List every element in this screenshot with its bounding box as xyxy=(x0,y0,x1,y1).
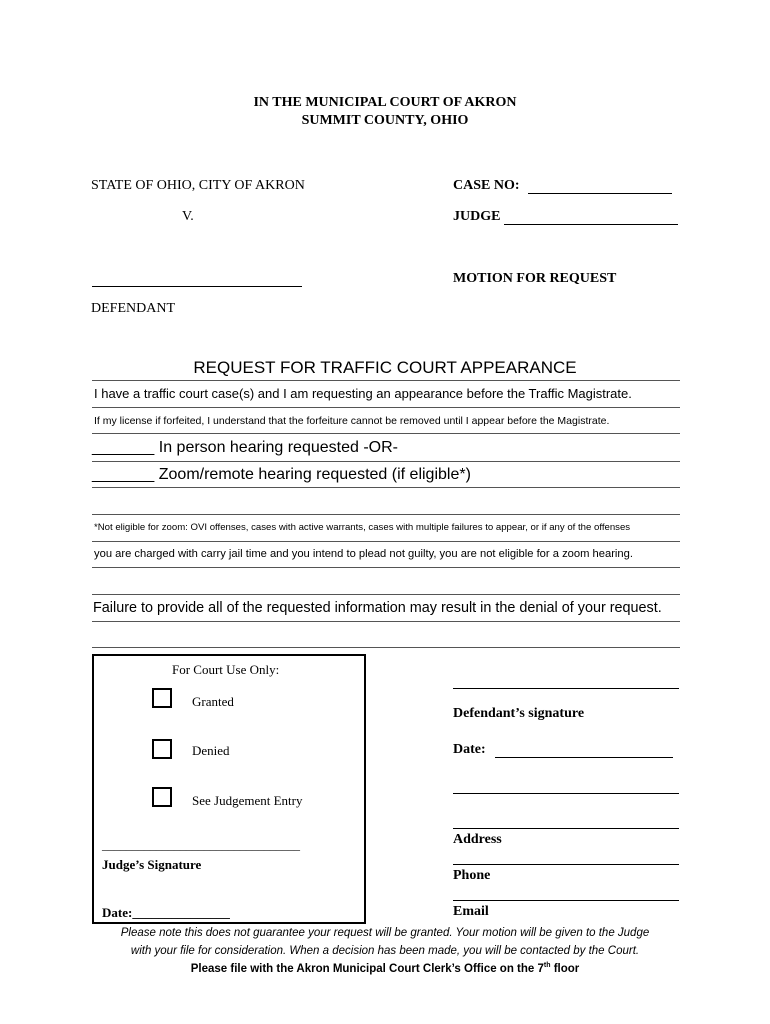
granted-checkbox[interactable] xyxy=(152,688,172,708)
zoom-blank: _______ xyxy=(92,466,155,483)
defendant-name-field[interactable] xyxy=(92,286,302,287)
email-label: Email xyxy=(453,904,489,919)
divider xyxy=(92,380,680,381)
in-person-option[interactable] xyxy=(92,439,398,457)
in-person-blank: _______ xyxy=(92,439,155,456)
filing-ordinal: th xyxy=(543,962,551,969)
judge-label: JUDGE xyxy=(453,209,501,224)
email-field[interactable] xyxy=(453,900,679,901)
denied-checkbox[interactable] xyxy=(152,739,172,759)
divider xyxy=(92,461,680,462)
filing-instruction xyxy=(0,962,770,975)
divider xyxy=(92,433,680,434)
court-use-box xyxy=(92,654,366,924)
defendant-date-field[interactable] xyxy=(495,757,673,758)
divider xyxy=(92,621,680,622)
phone-label: Phone xyxy=(453,868,491,883)
footer-note-1: Please note this does not guarantee your request will be granted. Your motion will be given to the Judge xyxy=(120,927,650,939)
court-title-line1: IN THE MUNICIPAL COURT OF AKRON xyxy=(253,95,517,110)
defendant-date-label: Date: xyxy=(453,742,486,757)
defendant-signature-label: Defendant’s signature xyxy=(453,706,585,721)
judge-signature-line[interactable]: _________________________________ xyxy=(102,838,300,852)
denied-label: Denied xyxy=(192,743,230,758)
zoom-label: Zoom/remote hearing requested (if eligible*) xyxy=(158,466,471,483)
judge-signature-label: Judge’s Signature xyxy=(102,857,202,872)
zoom-eligibility-note-2: you are charged with carry jail time and you intend to plead not guilty, you are not eligible for a zoom hearing. xyxy=(94,548,633,560)
address-line-2[interactable] xyxy=(453,828,679,829)
divider xyxy=(92,487,680,488)
divider xyxy=(92,647,680,648)
plaintiff-name: STATE OF OHIO, CITY OF AKRON xyxy=(91,178,305,193)
divider xyxy=(92,407,680,408)
versus-label: V. xyxy=(182,209,194,224)
zoom-option[interactable] xyxy=(92,466,471,484)
footer-note-2: with your file for consideration. When a decision has been made, you will be contacted by the Court. xyxy=(130,945,640,957)
court-title-line2: SUMMIT COUNTY, OHIO xyxy=(301,113,469,128)
filing-text-end: floor xyxy=(550,962,580,975)
address-label: Address xyxy=(453,832,502,847)
filing-text: Please file with the Akron Municipal Court Clerk’s Office on the 7 xyxy=(190,962,544,975)
defendant-signature-field[interactable] xyxy=(453,688,679,689)
forfeit-note: If my license if forfeited, I understand that the forfeiture cannot be removed until I appear before the Magistrate. xyxy=(94,415,610,427)
divider xyxy=(92,594,680,595)
defendant-label: DEFENDANT xyxy=(91,301,175,316)
judge-field[interactable] xyxy=(504,224,678,225)
divider xyxy=(92,541,680,542)
case-no-label: CASE NO: xyxy=(453,178,520,193)
court-date-field[interactable]: Date:_______________ xyxy=(102,905,230,920)
request-statement: I have a traffic court case(s) and I am requesting an appearance before the Traffic Magistrate. xyxy=(94,386,632,401)
see-judgement-label: See Judgement Entry xyxy=(192,793,303,808)
divider xyxy=(92,514,680,515)
phone-field[interactable] xyxy=(453,864,679,865)
zoom-eligibility-note-1: *Not eligible for zoom: OVI offenses, cases with active warrants, cases with multiple failures to appear, or if any of the offenses xyxy=(94,522,631,533)
motion-title: MOTION FOR REQUEST xyxy=(453,271,617,286)
request-title: REQUEST FOR TRAFFIC COURT APPEARANCE xyxy=(193,358,577,377)
case-no-field[interactable] xyxy=(528,193,672,194)
see-judgement-checkbox[interactable] xyxy=(152,787,172,807)
address-line-1[interactable] xyxy=(453,793,679,794)
divider xyxy=(92,567,680,568)
in-person-label: In person hearing requested -OR- xyxy=(158,439,398,456)
granted-label: Granted xyxy=(192,694,234,709)
warning-text: Failure to provide all of the requested information may result in the denial of your request. xyxy=(93,600,662,616)
court-use-heading: For Court Use Only: xyxy=(172,662,280,677)
